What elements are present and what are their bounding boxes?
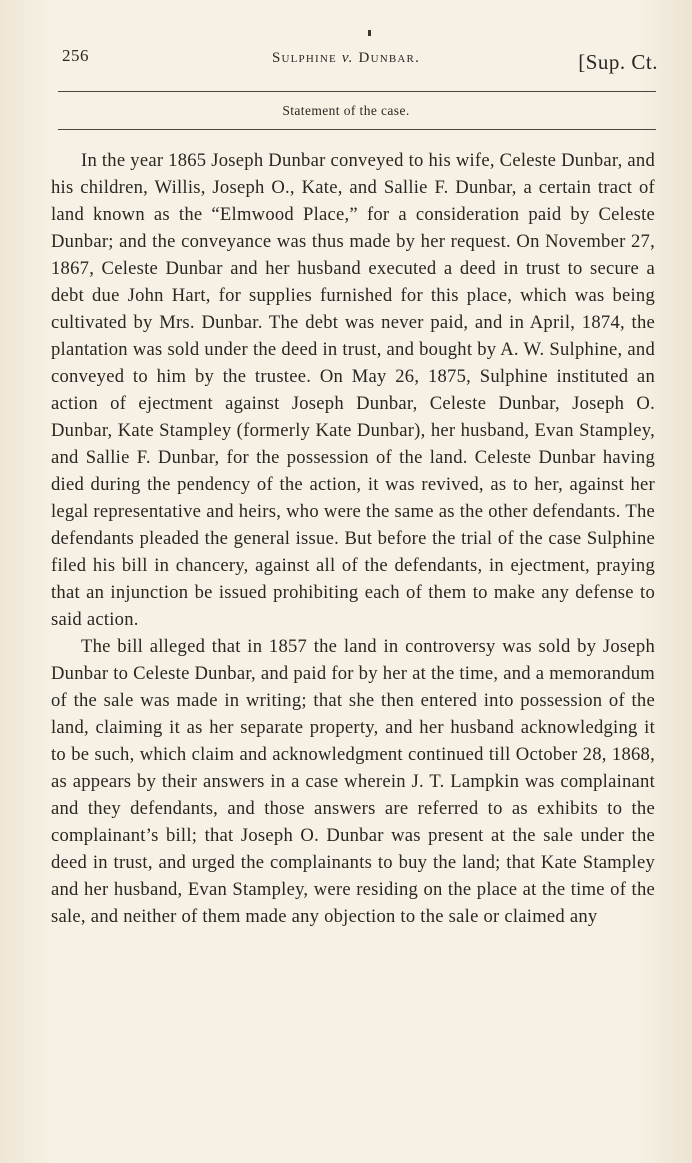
bottom-rule (58, 129, 656, 130)
running-head-versus: v. (341, 50, 354, 66)
running-head-defendant: Dunbar. (358, 50, 421, 66)
running-head-plaintiff: Sulphine (271, 50, 337, 66)
print-mark (368, 30, 371, 36)
top-rule (58, 91, 656, 92)
paragraph-2: The bill alleged that in 1857 the land in controversy was sold by Joseph Dunbar to Celeste Dunbar, and paid for by her at the time, and a memorandum of the sale was made in writing; that she then entered into possession of the land, claiming it as her separate property, and her husband acknowledging it to be such, which claim and acknowledgment continued till October 28, 1868, as appears by their answers in a case wherein J. T. Lampkin was complainant and they defendants, and those answers are referred to as exhibits to the complainant’s bill; that Joseph O. Dunbar was present at the sale under the deed in trust, and urged the complainants to buy the land; that Kate Stampley and her husband, Evan Stampley, were residing on the place at the time of the sale, and neither of them made any objection to the sale or claimed any (51, 636, 655, 927)
paragraph-1: In the year 1865 Joseph Dunbar conveyed to his wife, Celeste Dunbar, and his children, Willis, Joseph O., Kate, and Sallie F. Dunbar, a certain tract of land known as the “Elmwood Place,” for a consideration paid by Celeste Dunbar; and the conveyance was thus made by her request. On November 27, 1867, Celeste Dunbar and her husband executed a deed in trust to secure a debt due John Hart, for supplies furnished for this place, which was being cultivated by Mrs. Dunbar. The debt was never paid, and in April, 1874, the plantation was sold under the deed in trust, and bought by A. W. Sulphine, and conveyed to him by the trustee. On May 26, 1875, Sulphine instituted an action of ejectment against Joseph Dunbar, Celeste Dunbar, Joseph O. Dunbar, Kate Stampley (formerly Kate Dunbar), her husband, Evan Stampley, and Sallie F. Dunbar, for the possession of the land. Celeste Dunbar having died during the pendency of the action, it was revived, as to her, against her legal representative and heirs, who were the same as the other defendants. The defendants pleaded the general issue. But before the trial of the case Sulphine filed his bill in chancery, against all of the defendants, in ejectment, praying that an injunction be issued prohibiting each of them to make any defense to said action. (51, 150, 655, 630)
page-header (0, 40, 692, 80)
page-number: 256 (62, 46, 89, 65)
court-label: [Sup. Ct. (578, 50, 658, 74)
statement-heading: Statement of the case. (282, 103, 410, 118)
body-text (51, 147, 655, 930)
